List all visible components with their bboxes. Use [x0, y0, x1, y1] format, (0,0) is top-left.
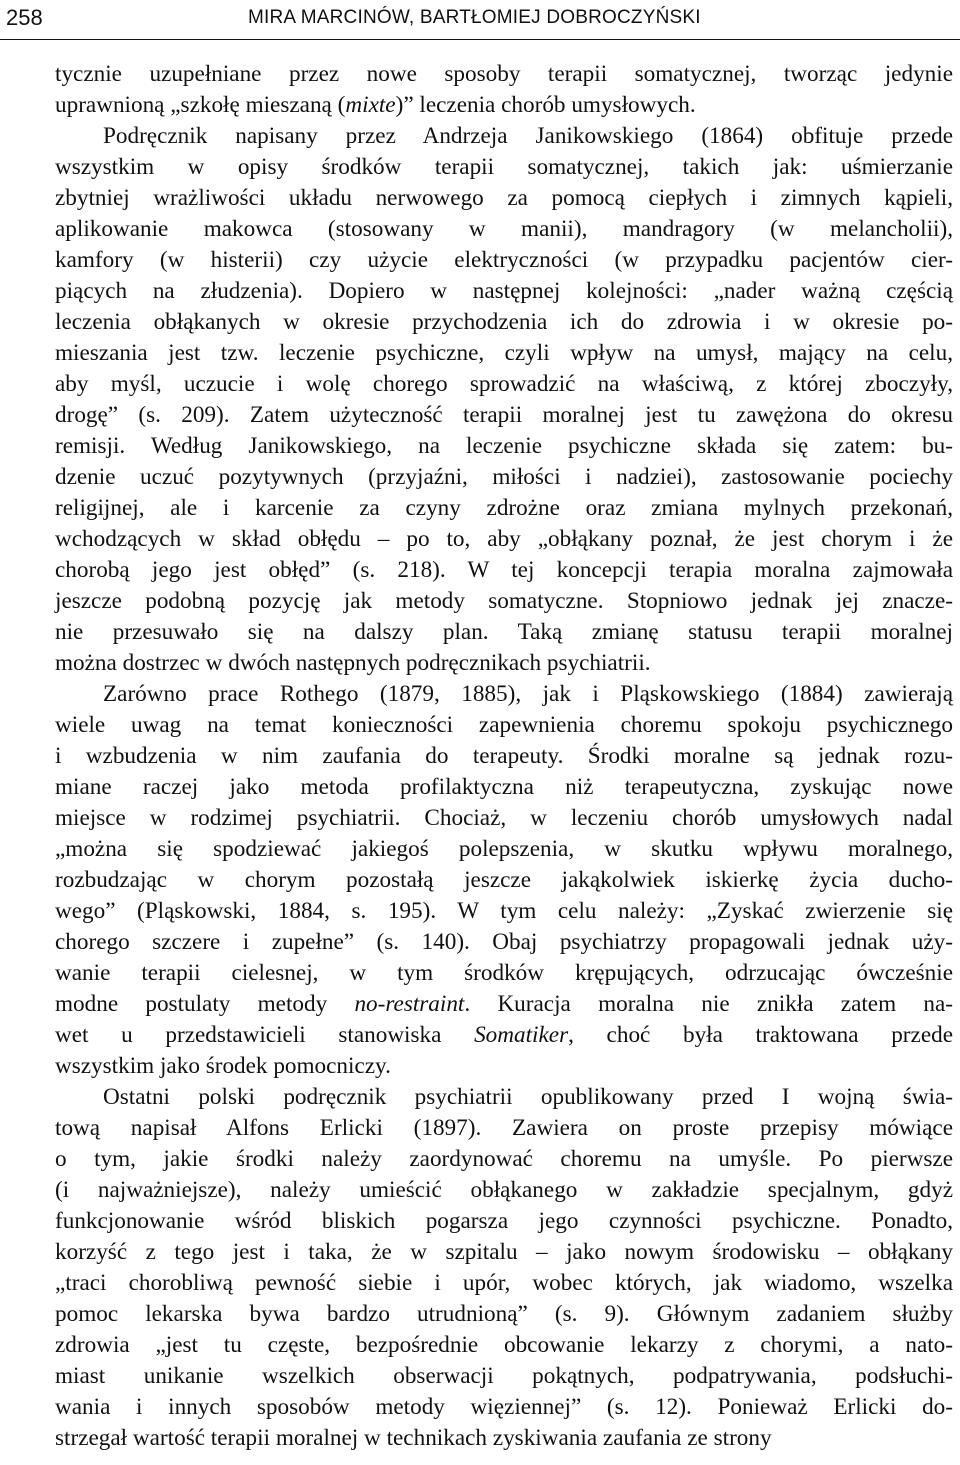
text-line	[7, 276, 953, 307]
text-line	[7, 1361, 953, 1392]
text-run: modne postulaty metody	[55, 991, 355, 1017]
text-line	[7, 1237, 953, 1268]
page-number: 258	[6, 5, 43, 30]
text-run: aby myśl, uczucie i wolę chorego sprowadzić na właściwą, z której zboczyły,	[55, 371, 953, 397]
text-run: Podręcznik napisany przez Andrzeja Janikowskiego (1864) obfituje przede	[103, 123, 953, 149]
text-line	[7, 648, 953, 679]
text-run: miejsce w rodzimej psychiatrii. Chociaż, w leczeniu chorób umysłowych nadal	[55, 805, 953, 831]
text-run: uprawnioną „szkołę mieszaną (	[55, 92, 346, 118]
italic-term: Somatiker	[474, 1022, 569, 1048]
text-run: jeszcze podobną pozycję jak metody somatyczne. Stopniowo jednak jej znacze-	[55, 588, 953, 614]
running-head-authors: MIRA MARCINÓW, BARTŁOMIEJ DOBROCZYŃSKI	[248, 7, 701, 28]
text-run: drogę” (s. 209). Zatem użyteczność terapii moralnej jest tu zawężona do okresu	[55, 402, 953, 428]
text-line	[7, 462, 953, 493]
text-run: aplikowanie makowca (stosowany w manii), mandragory (w melancholii),	[55, 216, 953, 242]
text-line	[7, 400, 953, 431]
text-line	[7, 1051, 953, 1082]
text-run: mieszania jest tzw. leczenie psychiczne, czyli wpływ na umysł, mający na celu,	[55, 340, 953, 366]
text-line	[7, 679, 953, 710]
text-line	[7, 90, 953, 121]
text-line	[7, 741, 953, 772]
text-run: (i najważniejsze), należy umieścić obłąkanego w zakładzie specjalnym, gdyż	[55, 1177, 953, 1203]
text-run: funkcjonowanie wśród bliskich pogarsza jego czynności psychiczne. Ponadto,	[55, 1208, 953, 1234]
text-line	[7, 1113, 953, 1144]
text-run: Ostatni polski podręcznik psychiatrii opublikowany przed I wojną świa-	[103, 1084, 953, 1110]
text-run: )” leczenia chorób umysłowych.	[395, 92, 696, 118]
text-line	[7, 927, 953, 958]
paragraph	[7, 121, 953, 679]
paragraph	[7, 59, 953, 121]
text-line	[7, 1299, 953, 1330]
text-line	[7, 834, 953, 865]
italic-term: no-restraint	[354, 991, 465, 1017]
text-run: dzenie uczuć pozytywnych (przyjaźni, miłości i nadziei), zastosowanie pociechy	[55, 464, 953, 490]
text-run: wiele uwag na temat konieczności zapewnienia choremu spokoju psychicznego	[55, 712, 953, 738]
text-line	[7, 1423, 953, 1454]
paragraph	[7, 679, 953, 1082]
text-run: „traci chorobliwą pewność siebie i upór, wobec których, jak wiadomo, wszelka	[55, 1270, 953, 1296]
text-run: pomoc lekarska bywa bardzo utrudnioną” (s. 9). Głównym zadaniem służby	[55, 1301, 953, 1327]
text-run: leczenia obłąkanych w okresie przychodzenia ich do zdrowia i w okresie po-	[55, 309, 953, 335]
text-line	[7, 710, 953, 741]
text-line	[7, 1020, 953, 1051]
text-line	[7, 214, 953, 245]
text-run: wania i innych sposobów metody więziennej” (s. 12). Ponieważ Erlicki do-	[55, 1394, 953, 1420]
text-line	[7, 1082, 953, 1113]
running-header	[0, 0, 960, 38]
text-run: strzegał wartość terapii moralnej w technikach zyskiwania zaufania ze strony	[55, 1425, 772, 1451]
text-line	[7, 896, 953, 927]
text-run: wanie terapii cielesnej, w tym środków krępujących, odrzucając ówcześnie	[55, 960, 953, 986]
header-rule	[0, 39, 960, 40]
text-run: zdrowia „jest tu częste, bezpośrednie obcowanie lekarzy z chorymi, a nato-	[55, 1332, 953, 1358]
text-run: korzyść z tego jest i taka, że w szpitalu – jako nowym środowisku – obłąkany	[55, 1239, 953, 1265]
text-line	[7, 586, 953, 617]
text-run: miane raczej jako metoda profilaktyczna niż terapeutyczna, zyskując nowe	[55, 774, 953, 800]
text-run: . Kuracja moralna nie znikła zatem na-	[464, 991, 954, 1017]
text-line	[7, 121, 953, 152]
text-run: Zarówno prace Rothego (1879, 1885), jak i Pląskowskiego (1884) zawierają	[103, 681, 953, 707]
text-run: , choć była traktowana przede	[568, 1022, 953, 1048]
text-run: chorego szczere i zupełne” (s. 140). Obaj psychiatrzy propagowali jednak uży-	[55, 929, 953, 955]
text-run: piących na złudzenia). Dopiero w następnej kolejności: „nader ważną częścią	[55, 278, 953, 304]
text-line	[7, 1144, 953, 1175]
text-line	[7, 958, 953, 989]
text-line	[7, 152, 953, 183]
text-line	[7, 772, 953, 803]
paragraph	[7, 1082, 953, 1454]
text-run: religijnej, ale i karcenie za czyny zdrożne oraz zmiana mylnych przekonań,	[55, 495, 953, 521]
text-run: kamfory (w histerii) czy użycie elektryczności (w przypadku pacjentów cier-	[55, 247, 953, 273]
text-line	[7, 555, 953, 586]
text-run: wchodzących w skład obłędu – po to, aby „obłąkany poznał, że jest chorym i że	[55, 526, 953, 552]
text-run: wet u przedstawicieli stanowiska	[55, 1022, 475, 1048]
text-line	[7, 1175, 953, 1206]
text-run: remisji. Według Janikowskiego, na leczenie psychiczne składa się zatem: bu-	[55, 433, 953, 459]
text-line	[7, 183, 953, 214]
text-line	[7, 431, 953, 462]
text-run: zbytniej wrażliwości układu nerwowego za pomocą ciepłych i zimnych kąpieli,	[55, 185, 953, 211]
text-line	[7, 307, 953, 338]
text-run: można dostrzec w dwóch następnych podręcznikach psychiatrii.	[55, 650, 651, 676]
body-text	[7, 59, 953, 1454]
text-run: o tym, jakie środki należy zaordynować choremu na umyśle. Po pierwsze	[55, 1146, 953, 1172]
text-run: i wzbudzenia w nim zaufania do terapeuty. Środki moralne są jednak rozu-	[55, 743, 953, 769]
text-run: nie przesuwało się na dalszy plan. Taką zmianę statusu terapii moralnej	[55, 619, 953, 645]
text-line	[7, 369, 953, 400]
text-line	[7, 493, 953, 524]
italic-term: mixte	[345, 92, 396, 118]
text-run: chorobą jego jest obłęd” (s. 218). W tej koncepcji terapia moralna zajmowała	[55, 557, 953, 583]
text-run: wszystkim jako środek pomocniczy.	[55, 1053, 391, 1079]
text-line	[7, 617, 953, 648]
text-line	[7, 989, 953, 1020]
text-line	[7, 338, 953, 369]
text-line	[7, 1206, 953, 1237]
text-line	[7, 524, 953, 555]
text-run: miast unikanie wszelkich obserwacji pokątnych, podpatrywania, podsłuchi-	[55, 1363, 953, 1389]
text-line	[7, 1330, 953, 1361]
text-line	[7, 865, 953, 896]
text-run: tycznie uzupełniane przez nowe sposoby terapii somatycznej, tworząc jedynie	[55, 61, 953, 87]
text-line	[7, 59, 953, 90]
text-line	[7, 803, 953, 834]
text-run: „można się spodziewać jakiegoś polepszenia, w skutku wpływu moralnego,	[55, 836, 953, 862]
text-run: rozbudzając w chorym pozostałą jeszcze jakąkolwiek iskierkę życia ducho-	[55, 867, 953, 893]
text-line	[7, 1268, 953, 1299]
text-line	[7, 245, 953, 276]
text-run: tową napisał Alfons Erlicki (1897). Zawiera on proste przepisy mówiące	[55, 1115, 953, 1141]
text-line	[7, 1392, 953, 1423]
text-run: wszystkim w opisy środków terapii somatycznej, takich jak: uśmierzanie	[55, 154, 953, 180]
text-run: wego” (Pląskowski, 1884, s. 195). W tym celu należy: „Zyskać zwierzenie się	[55, 898, 953, 924]
